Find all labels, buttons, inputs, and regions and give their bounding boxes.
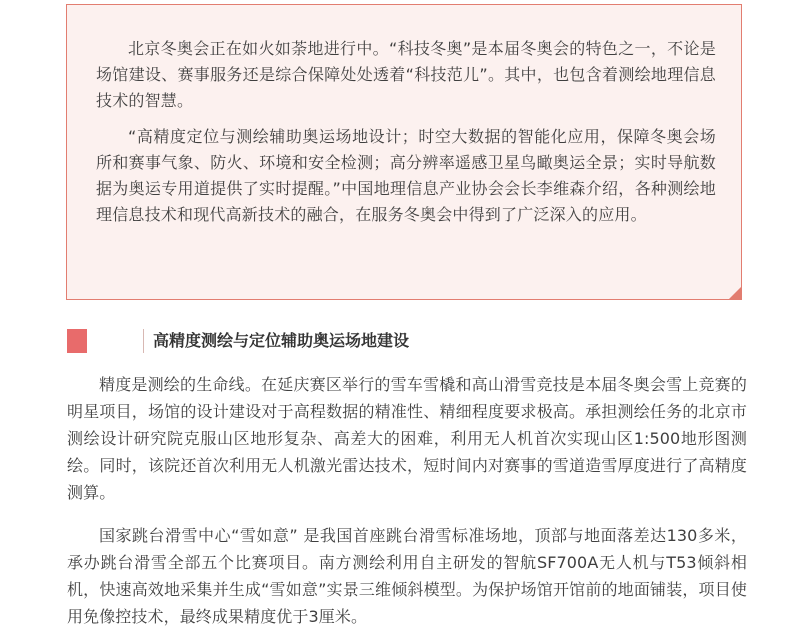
section-marker-icon — [67, 329, 87, 353]
callout-content — [96, 36, 716, 228]
callout-paragraph-1: 北京冬奥会正在如火如荼地进行中。“科技冬奥”是本届冬奥会的特色之一，不论是场馆建设、赛事服务还是综合保障处处透着“科技范儿”。其中，也包含着测绘地理信息技术的智慧。 — [96, 39, 716, 110]
body-paragraph-2: 国家跳台滑雪中心“雪如意” 是我国首座跳台滑雪标准场地，顶部与地面落差达130多米，承办跳台滑雪全部五个比赛项目。南方测绘利用自主研发的智航SF700A无人机与T53倾斜相机，快速高效地采集并生成“雪如意”实景三维倾斜模型。为保护场馆开馆前的地面铺装，项目使用免像控技术，最终成果精度优于3厘米。 — [67, 526, 747, 626]
article-body — [67, 371, 747, 630]
body-paragraph-1: 精度是测绘的生命线。在延庆赛区举行的雪车雪橇和高山滑雪竞技是本届冬奥会雪上竞赛的明星项目，场馆的设计建设对于高程数据的精准性、精细程度要求极高。承担测绘任务的北京市测绘设计研究院克服山区地形复杂、高差大的困难，利用无人机首次实现山区1:500地形图测绘。同时，该院还首次利用无人机激光雷达技术，短时间内对赛事的雪道造雪厚度进行了高精度测算。 — [67, 375, 747, 502]
section-title: 高精度测绘与定位辅助奥运场地建设 — [153, 331, 410, 350]
corner-fold-decoration — [728, 286, 742, 300]
callout-paragraph-2: “高精度定位与测绘辅助奥运场地设计；时空大数据的智能化应用，保障冬奥会场所和赛事气象、防火、环境和安全检测；高分辨率遥感卫星鸟瞰奥运全景；实时导航数据为奥运专用道提供了实时提醒。”中国地理信息产业协会会长李维森介绍，各种测绘地理信息技术和现代高新技术的融合，在服务冬奥会中得到了广泛深入的应用。 — [96, 127, 716, 224]
intro-callout-box — [66, 4, 742, 300]
section-divider — [143, 329, 144, 353]
section-header — [67, 329, 747, 353]
